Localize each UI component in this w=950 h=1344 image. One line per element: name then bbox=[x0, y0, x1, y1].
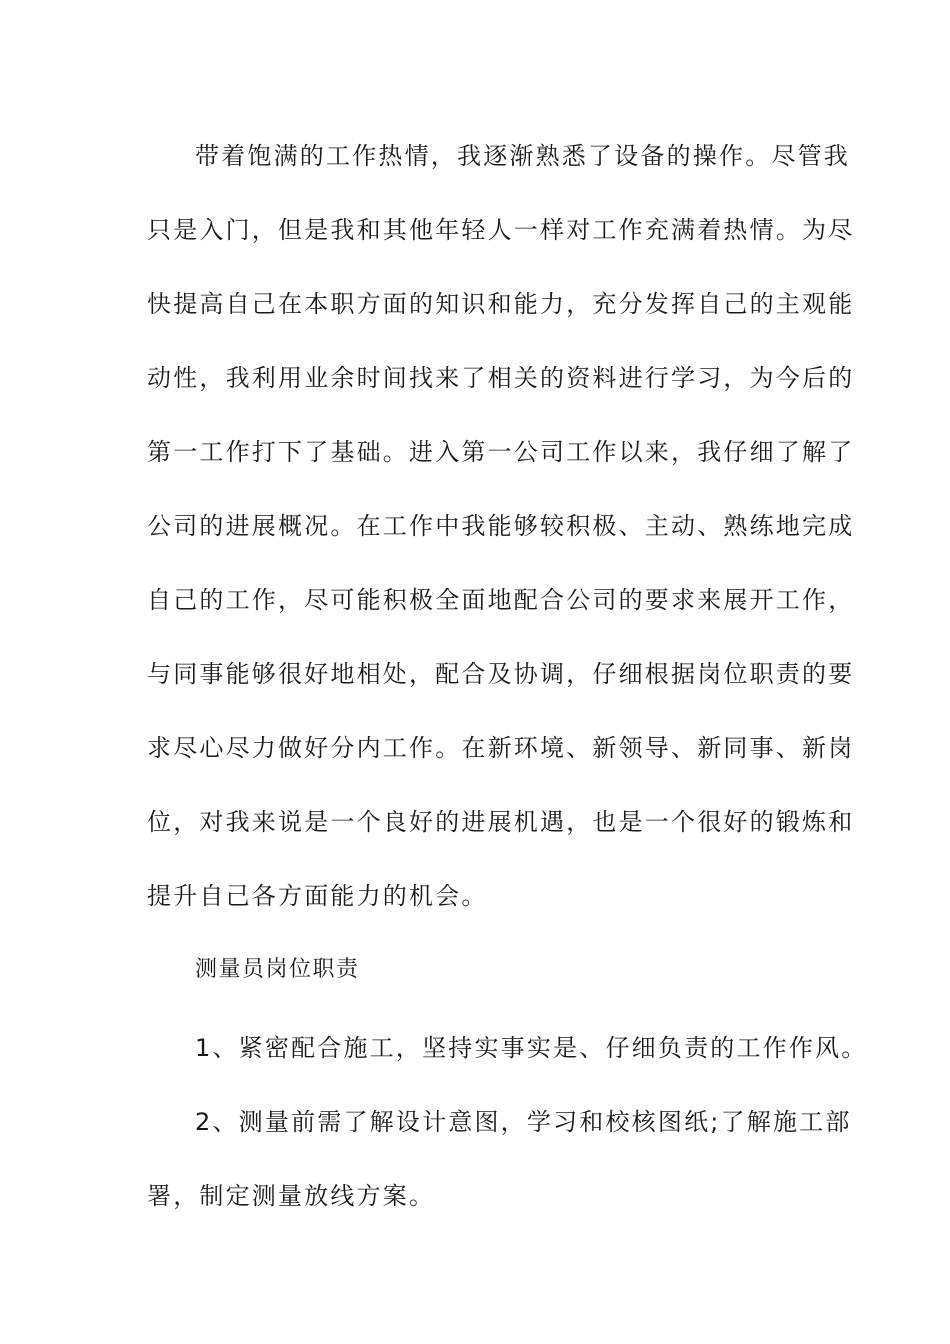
paragraph-line: 求尽心尽力做好分内工作。在新环境、新领导、新同事、新岗 bbox=[147, 734, 855, 762]
list-item-line: 署，制定测量放线方案。 bbox=[147, 1182, 436, 1210]
list-item-line: 2、测量前需了解设计意图，学习和校核图纸;了解施工部 bbox=[195, 1108, 852, 1136]
paragraph-line: 位，对我来说是一个良好的进展机遇，也是一个很好的锻炼和 bbox=[147, 808, 855, 836]
list-item-line: 1、紧密配合施工，坚持实事实是、仔细负责的工作作风。 bbox=[195, 1034, 868, 1062]
paragraph-line: 公司的进展概况。在工作中我能够较积极、主动、熟练地完成 bbox=[147, 512, 855, 540]
paragraph-line: 快提高自己在本职方面的知识和能力，充分发挥自己的主观能 bbox=[147, 290, 855, 318]
paragraph-line: 提升自己各方面能力的机会。 bbox=[147, 882, 488, 910]
paragraph-line: 第一工作打下了基础。进入第一公司工作以来，我仔细了解了 bbox=[147, 438, 855, 466]
paragraph-line: 与同事能够很好地相处，配合及协调，仔细根据岗位职责的要 bbox=[147, 660, 855, 688]
paragraph-line: 动性，我利用业余时间找来了相关的资料进行学习，为今后的 bbox=[147, 364, 855, 392]
paragraph-line: 带着饱满的工作热情，我逐渐熟悉了设备的操作。尽管我 bbox=[195, 142, 850, 170]
paragraph-line: 只是入门，但是我和其他年轻人一样对工作充满着热情。为尽 bbox=[147, 216, 855, 244]
section-title: 测量员岗位职责 bbox=[195, 957, 360, 982]
paragraph-line: 自己的工作，尽可能积极全面地配合公司的要求来展开工作， bbox=[147, 586, 855, 614]
